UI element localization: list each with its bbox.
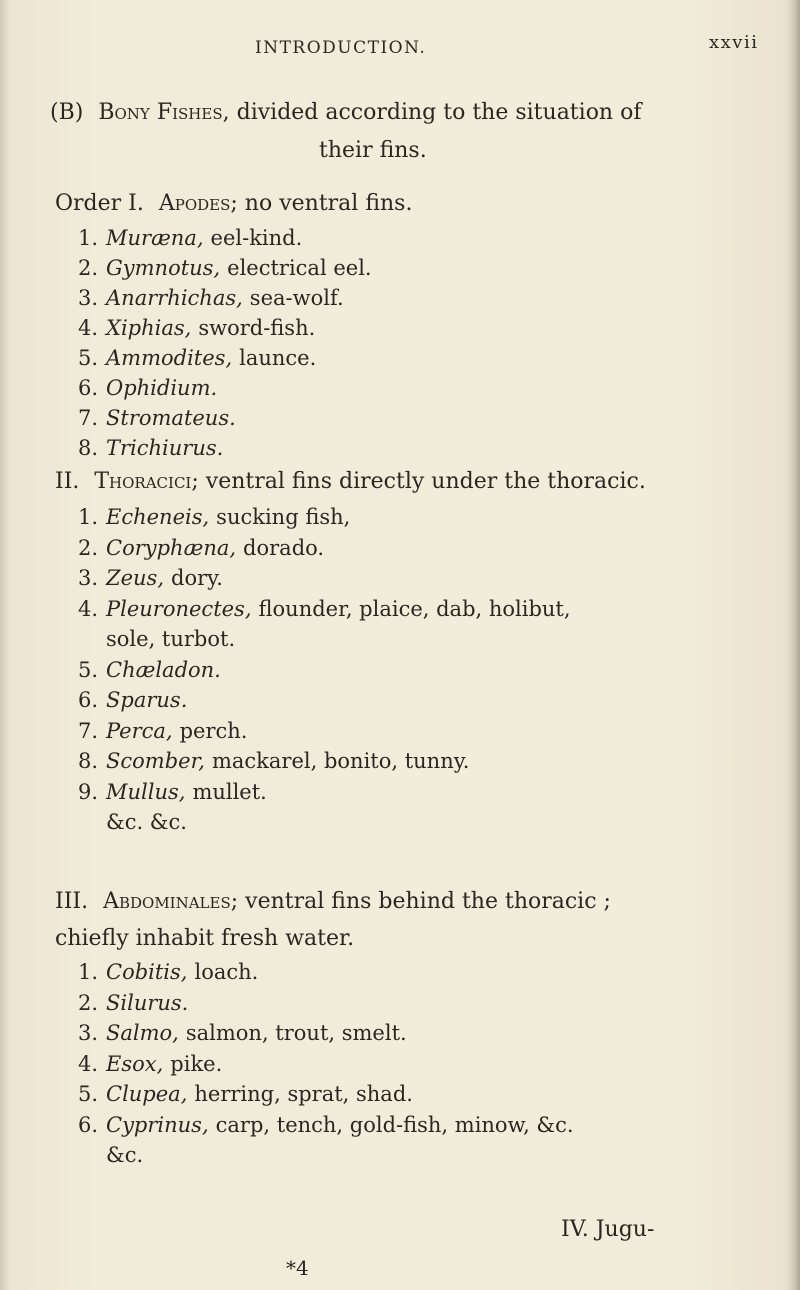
genus-name: Muræna,: [106, 226, 204, 250]
page-edge-shadow: [786, 0, 800, 1290]
list-item: [78, 436, 223, 460]
list-item: [78, 346, 316, 370]
item-number: 6.: [78, 376, 99, 400]
common-name: sucking fish,: [216, 505, 351, 529]
genus-name: Xiphias,: [106, 316, 192, 340]
item-number: 3.: [78, 1021, 99, 1045]
common-name: sea-wolf.: [249, 286, 344, 310]
order-label: II.: [55, 469, 80, 494]
genus-name: Gymnotus,: [106, 256, 221, 280]
common-name: electrical eel.: [227, 256, 372, 280]
genus-name: Clupea,: [106, 1082, 188, 1106]
order-name: Abdominales: [103, 889, 231, 914]
item-number: 1.: [78, 505, 99, 529]
common-name: dorado.: [243, 535, 325, 560]
genus-name: Esox,: [106, 1051, 164, 1076]
common-name: pike.: [170, 1051, 223, 1076]
list-item: [78, 719, 247, 743]
list-item: [78, 991, 188, 1015]
list-item: [78, 536, 324, 560]
item-number: 5.: [78, 657, 99, 682]
item-number: 9.: [78, 779, 99, 804]
order-description: ; ventral fins directly under the thoracic.: [191, 469, 646, 494]
item-number: 8.: [78, 436, 99, 460]
list-item: [78, 1052, 222, 1076]
order-name: Thoracici: [94, 469, 192, 494]
item-number: 7.: [78, 718, 99, 743]
section-marker: (B): [50, 100, 84, 125]
list-item: [106, 810, 187, 834]
genus-name: Pleuronectes,: [106, 596, 252, 621]
genus-name: Sparus.: [106, 688, 188, 712]
genus-name: Stromateus.: [106, 406, 236, 430]
item-number: 5.: [78, 1082, 99, 1106]
genus-name: Echeneis,: [106, 505, 210, 529]
item-number: 4.: [78, 316, 99, 340]
item-number: 5.: [78, 346, 99, 370]
genus-name: Anarrhichas,: [106, 286, 243, 310]
list-item: [78, 597, 571, 621]
common-name: dory.: [171, 566, 223, 590]
order-description-continued: chiefly inhabit fresh water.: [55, 926, 355, 951]
common-name: &c.: [106, 1143, 144, 1167]
list-item: [78, 256, 372, 280]
common-name: &c. &c.: [106, 810, 187, 834]
genus-name: Coryphæna,: [106, 535, 237, 560]
list-item: [78, 316, 315, 340]
common-name: flounder, plaice, dab, holibut,: [258, 596, 571, 621]
list-item: [78, 376, 217, 400]
common-name: herring, sprat, shad.: [194, 1082, 413, 1106]
order-heading: [55, 191, 412, 216]
item-number: 2.: [78, 535, 99, 560]
list-item: [106, 1143, 143, 1167]
list-item: [106, 627, 235, 651]
genus-name: Mullus,: [106, 779, 186, 804]
list-item: [78, 1021, 407, 1045]
genus-name: Trichiurus.: [106, 436, 224, 460]
running-head-title: INTRODUCTION.: [255, 38, 427, 58]
list-item: [78, 406, 236, 430]
genus-name: Silurus.: [106, 990, 189, 1015]
order-heading: [55, 889, 611, 914]
item-number: 1.: [78, 960, 99, 984]
item-number: 4.: [78, 596, 99, 621]
order-name: Apodes: [158, 191, 231, 216]
genus-name: Chæladon.: [106, 657, 221, 682]
item-number: 1.: [78, 226, 99, 250]
item-number: 6.: [78, 1112, 99, 1137]
common-name: mackarel, bonito, tunny.: [211, 749, 470, 773]
genus-name: Salmo,: [106, 1021, 179, 1045]
item-number: 4.: [78, 1051, 99, 1076]
list-item: [78, 780, 267, 804]
list-item: [78, 688, 187, 712]
genus-name: Cobitis,: [106, 960, 188, 984]
list-item: [78, 505, 350, 529]
catchword: IV. Jugu-: [561, 1217, 655, 1242]
list-item: [78, 226, 302, 250]
genus-name: Scomber,: [106, 749, 205, 773]
list-item: [78, 658, 221, 682]
genus-name: Ammodites,: [106, 346, 233, 370]
item-number: 3.: [78, 566, 99, 590]
section-heading-text: divided according to the situation of: [236, 100, 642, 125]
order-heading: [55, 469, 646, 494]
item-number: 2.: [78, 256, 99, 280]
gutter-shadow: [0, 0, 10, 1290]
common-name: mullet.: [192, 779, 267, 804]
genus-name: Cyprinus,: [106, 1112, 209, 1137]
section-heading-continued: their fins.: [319, 138, 427, 163]
signature-mark: *4: [286, 1256, 309, 1280]
item-number: 8.: [78, 749, 99, 773]
common-name: loach.: [194, 960, 259, 984]
common-name: perch.: [179, 718, 248, 743]
list-item: [78, 1082, 413, 1106]
list-item: [78, 749, 469, 773]
item-number: 3.: [78, 286, 99, 310]
list-item: [78, 1113, 574, 1137]
common-name: salmon, trout, smelt.: [185, 1021, 407, 1045]
genus-name: Zeus,: [106, 566, 164, 590]
order-description: ; ventral fins behind the thoracic ;: [230, 889, 611, 914]
genus-name: Perca,: [106, 718, 173, 743]
list-item: [78, 566, 223, 590]
genus-name: Ophidium.: [106, 376, 218, 400]
common-name: eel-kind.: [210, 226, 303, 250]
common-name: launce.: [239, 346, 317, 370]
order-label: III.: [55, 889, 89, 914]
common-name: sole, turbot.: [106, 627, 236, 651]
common-name: carp, tench, gold-fish, minow, &c.: [215, 1112, 574, 1137]
running-head: [255, 30, 800, 60]
list-item: [78, 960, 258, 984]
page-number: xxvii: [709, 32, 759, 53]
item-number: 2.: [78, 990, 99, 1015]
item-number: 6.: [78, 688, 99, 712]
list-item: [78, 286, 344, 310]
order-label: Order I.: [55, 191, 144, 216]
common-name: sword-fish.: [198, 316, 316, 340]
order-description: ; no ventral fins.: [230, 191, 413, 216]
section-label: Bony Fishes,: [98, 100, 230, 125]
section-heading: [50, 100, 641, 125]
item-number: 7.: [78, 406, 99, 430]
